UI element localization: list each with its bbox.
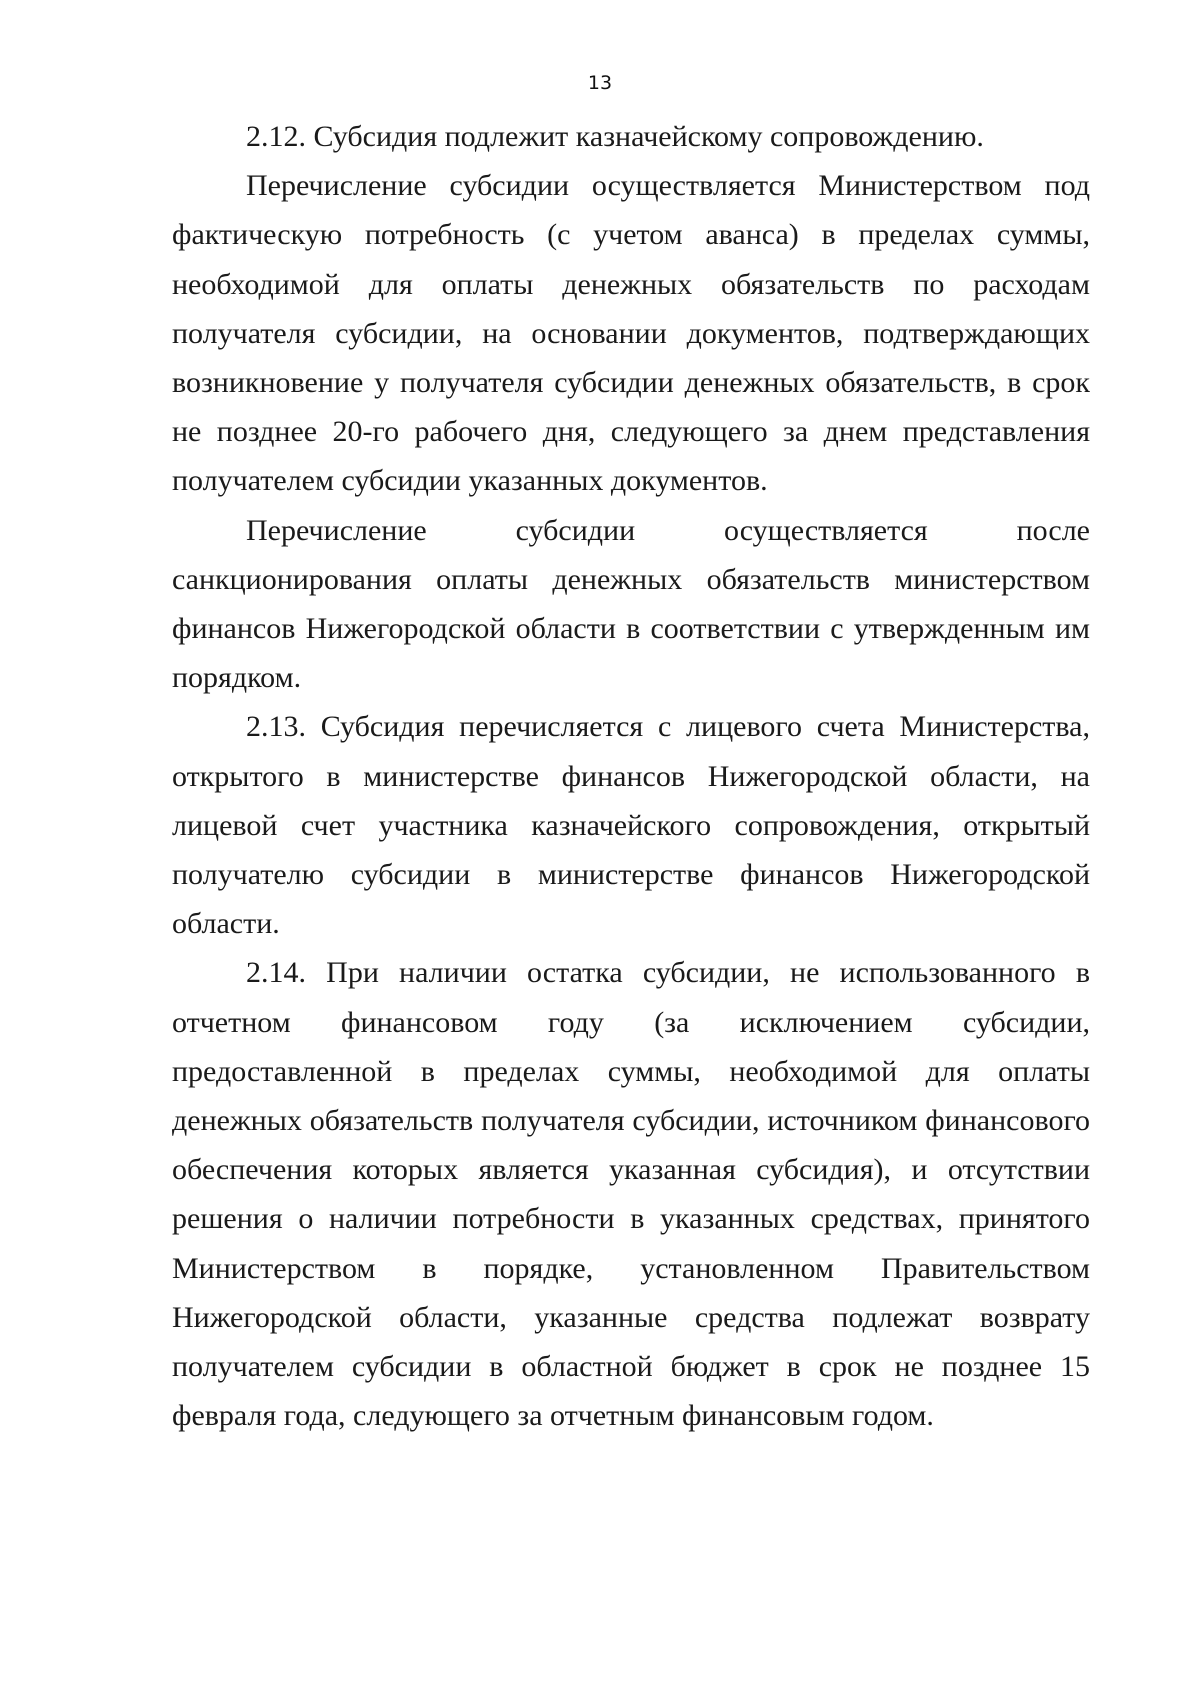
paragraph-2-13: 2.13. Субсидия перечисляется с лицевого счета Министерства, открытого в министерстве финансов Нижегородской области, на лицевой счет участника казначейского сопровождения, открытый получателю субсидии в министерстве финансов Нижегородской области. <box>172 710 1090 941</box>
document-body <box>172 112 1090 1440</box>
paragraph-transfer-terms: Перечисление субсидии осуществляется Министерством под фактическую потребность (с учетом аванса) в пределах суммы, необходимой для оплаты денежных обязательств по расходам получателя субсидии, на основании документов, подтверждающих возникновение у получателя субсидии денежных обязательств, в срок не позднее 20-го рабочего дня, следующего за днем представления получателем субсидии указанных документов. <box>172 169 1090 498</box>
paragraph-sanctioning: Перечисление субсидии осуществляется после санкционирования оплаты денежных обязательств министерством финансов Нижегородской области в соответствии с утвержденным им порядком. <box>172 513 1090 695</box>
paragraph-2-12: 2.12. Субсидия подлежит казначейскому сопровождению. <box>246 120 984 153</box>
page-number: 13 <box>587 72 613 94</box>
paragraph-2-14: 2.14. При наличии остатка субсидии, не использованного в отчетном финансовом году (за исключением субсидии, предоставленной в пределах суммы, необходимой для оплаты денежных обязательств получателя субсидии, источником финансового обеспечения которых является указанная субсидия), и отсутствии решения о наличии потребности в указанных средствах, принятого Министерством в порядке, установленном Правительством Нижегородской области, указанные средства подлежат возврату получателем субсидии в областной бюджет в срок не позднее 15 февраля года, следующего за отчетным финансовым годом. <box>172 956 1090 1433</box>
